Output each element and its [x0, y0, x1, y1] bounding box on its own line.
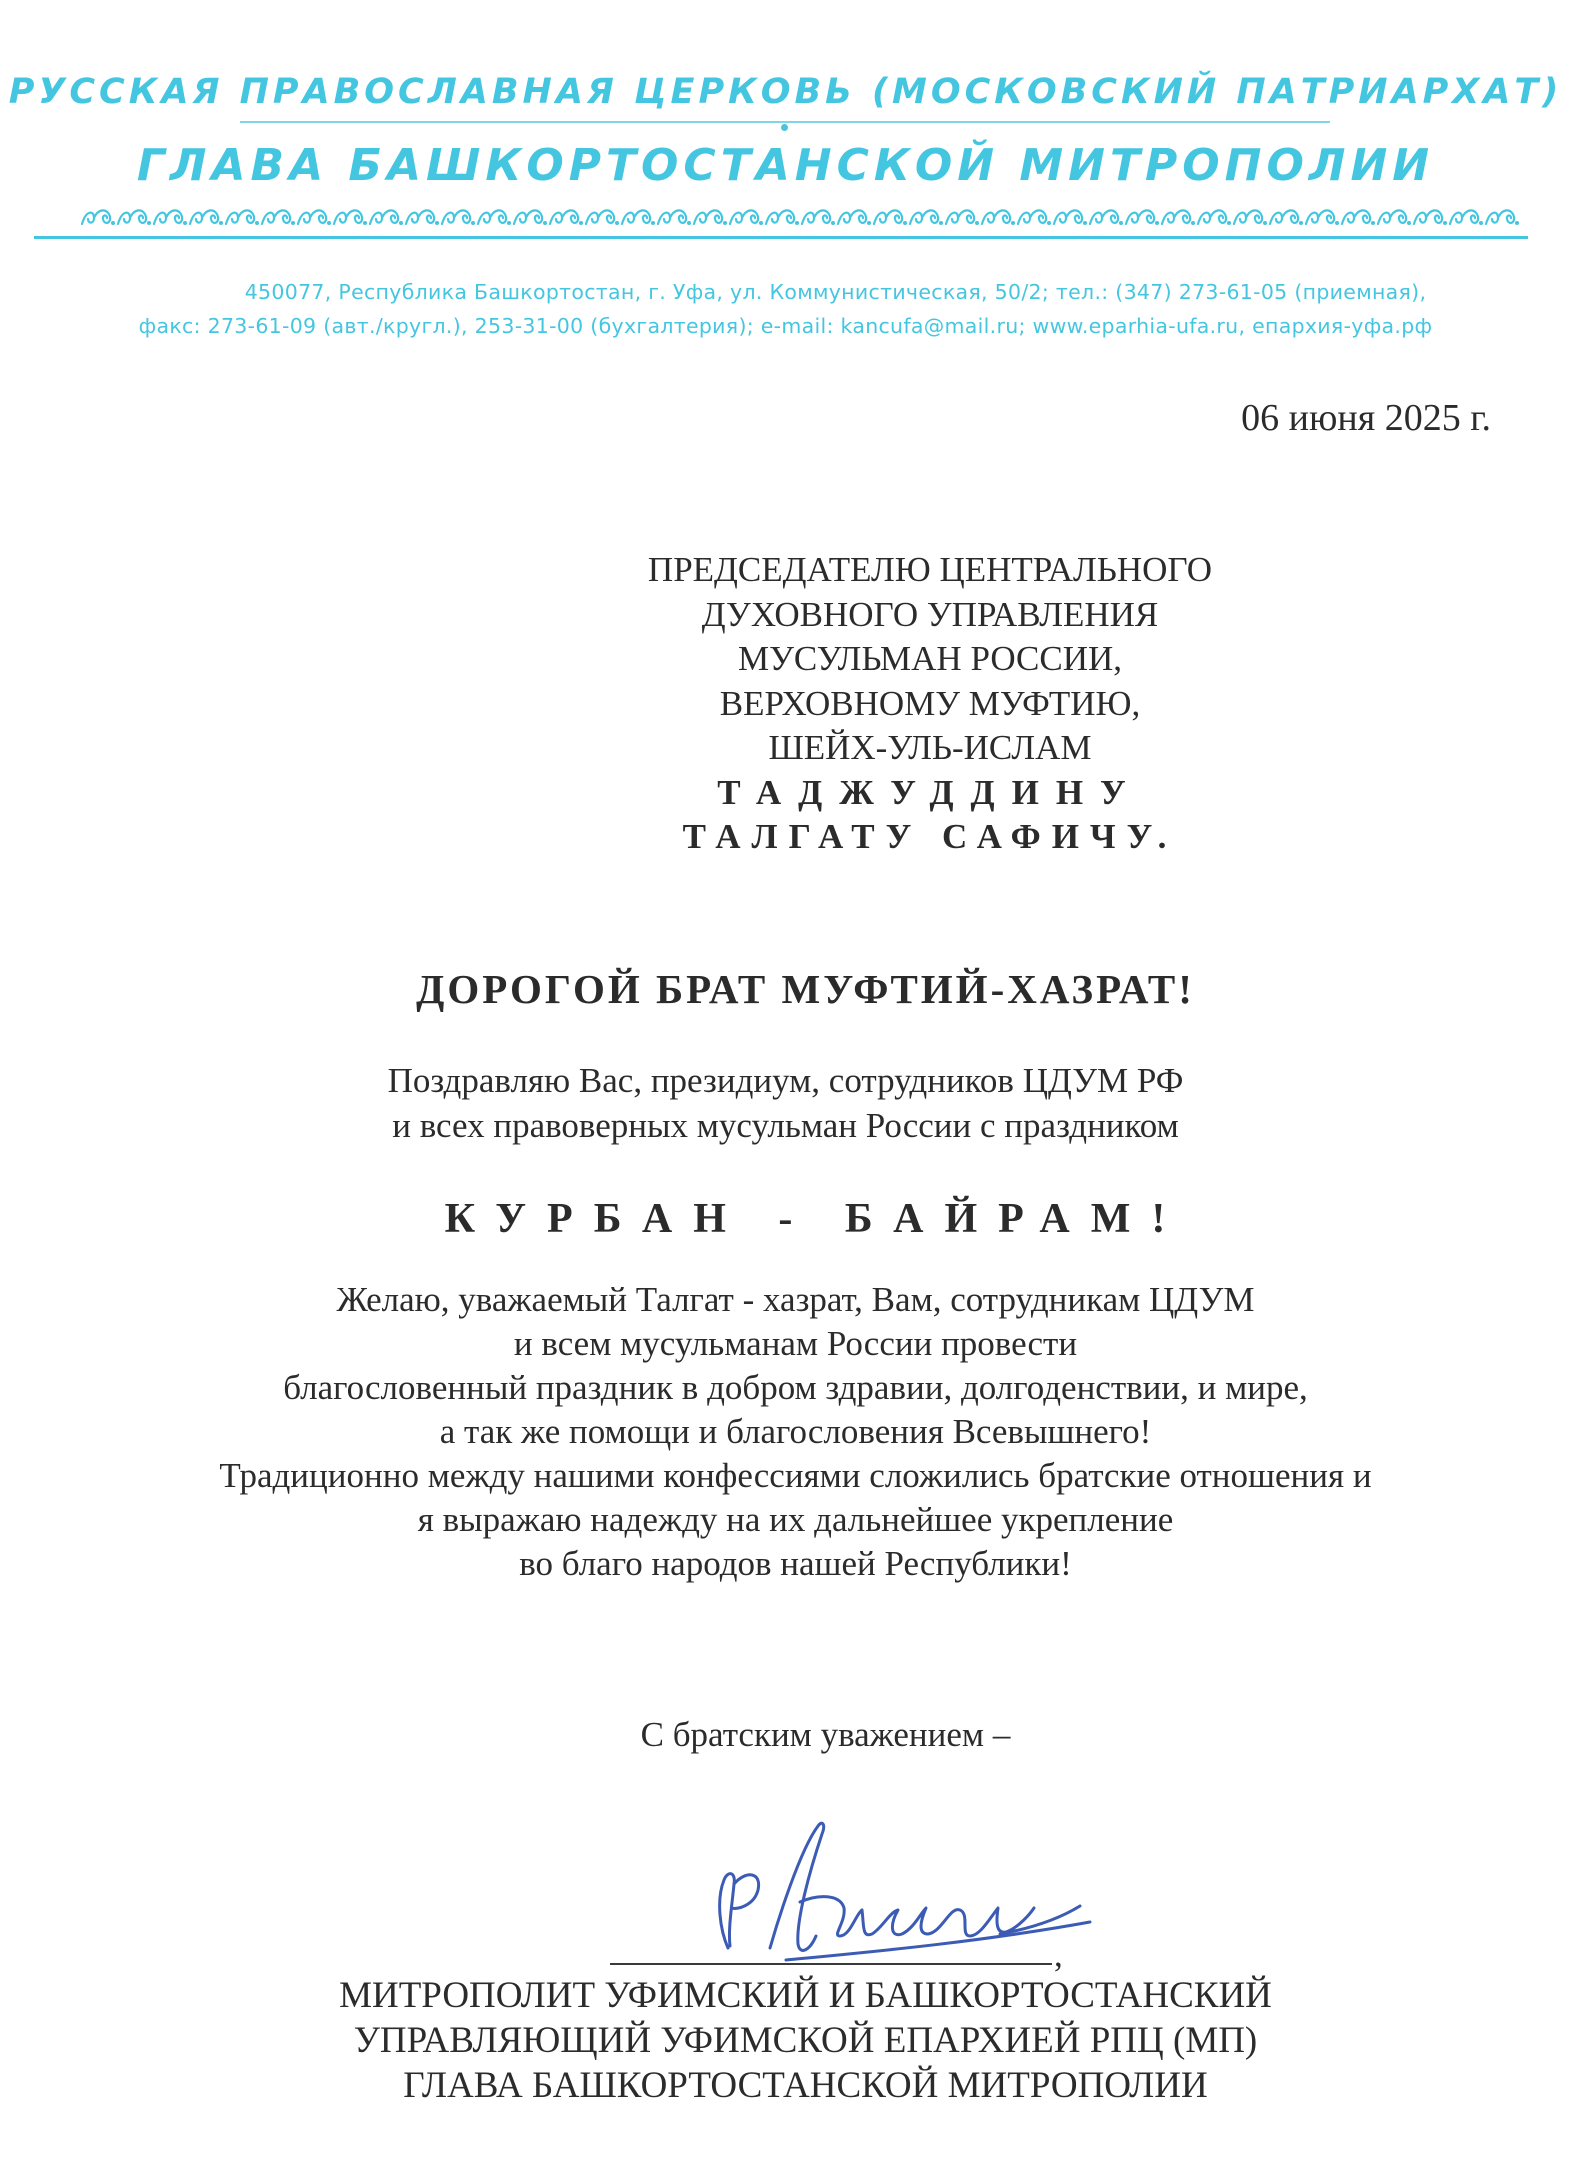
wishes-line: и всем мусульманам России провести [513, 1324, 1078, 1363]
wishes-line: Традиционно между нашими конфессиями сложились братские отношения и [219, 1456, 1372, 1495]
letterhead-church-name: РУССКАЯ ПРАВОСЛАВНАЯ ЦЕРКОВЬ (МОСКОВСКИЙ ПАТРИАРХАТ) [8, 72, 1563, 112]
greeting-line: и всех правоверных мусульман России с праздником [392, 1106, 1179, 1145]
signer-title-line: МИТРОПОЛИТ УФИМСКИЙ И БАШКОРТОСТАНСКИЙ [339, 1975, 1272, 2016]
holiday-name: КУРБАН - БАЙРАМ! [444, 1196, 1187, 1242]
wishes-paragraph [10, 1278, 1571, 1586]
addressee-line: ПРЕДСЕДАТЕЛЮ ЦЕНТРАЛЬНОГО [647, 550, 1213, 589]
greeting-paragraph [0, 1058, 1571, 1148]
signer-title-block [20, 1973, 1571, 2108]
letter-date: 06 июня 2025 г. [1241, 397, 1491, 439]
letterhead-office-title: ГЛАВА БАШКОРТОСТАНСКОЙ МИТРОПОЛИИ [136, 140, 1435, 191]
signer-title-line: УПРАВЛЯЮЩИЙ УФИМСКОЙ ЕПАРХИЕЙ РПЦ (МП) [353, 2020, 1258, 2061]
wishes-line: благословенный праздник в добром здравии, долгоденствии, и мире, [283, 1368, 1308, 1407]
wishes-line: а так же помощи и благословения Всевышнего! [439, 1412, 1152, 1451]
closing-phrase: С братским уважением – [640, 1715, 1011, 1754]
addressee-given-name: ТАЛГАТУ САФИЧУ. [682, 817, 1178, 856]
letterhead-address-line-2: факс: 273-61-09 (авт./кругл.), 253-31-00 (бухгалтерия); e-mail: kancufa@mail.ru; www.eparhia-ufa.ru, епархия-уфа.рф [138, 314, 1433, 338]
ornament-border [80, 204, 1520, 230]
addressee-line: ВЕРХОВНОМУ МУФТИЮ, [719, 683, 1141, 723]
signature-comma: , [1054, 1935, 1063, 1974]
letterhead-address-line-1: 450077, Республика Башкортостан, г. Уфа, ул. Коммунистическая, 50/2; тел.: (347) 273-61-05 (приемная), [244, 280, 1427, 304]
addressee-line: МУСУЛЬМАН РОССИИ, [737, 639, 1123, 678]
wishes-line: Желаю, уважаемый Талгат - хазрат, Вам, сотрудникам ЦДУМ [336, 1280, 1255, 1319]
salutation: ДОРОГОЙ БРАТ МУФТИЙ-ХАЗРАТ! [416, 966, 1195, 1012]
letterhead-divider-dot [781, 124, 788, 131]
wishes-line: я выражаю надежду на их дальнейшее укрепление [417, 1500, 1174, 1539]
addressee-line: ДУХОВНОГО УПРАВЛЕНИЯ [701, 594, 1159, 634]
handwritten-signature [650, 1810, 1110, 1970]
addressee-block [400, 548, 1460, 860]
addressee-surname: ТАДЖУДДИНУ [717, 772, 1143, 812]
signer-title-line: ГЛАВА БАШКОРТОСТАНСКОЙ МИТРОПОЛИИ [403, 2065, 1208, 2106]
wishes-line: во благо народов нашей Республики! [519, 1544, 1072, 1583]
letterhead-bottom-rule [34, 236, 1528, 239]
signature-line [610, 1963, 1052, 1965]
letterhead-divider [240, 121, 1330, 123]
greeting-line: Поздравляю Вас, президиум, сотрудников ЦДУМ РФ [387, 1061, 1184, 1100]
addressee-line: ШЕЙХ-УЛЬ-ИСЛАМ [768, 728, 1092, 767]
